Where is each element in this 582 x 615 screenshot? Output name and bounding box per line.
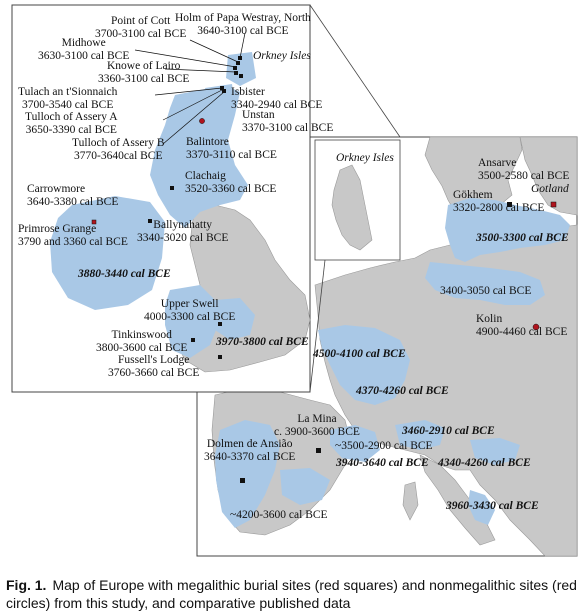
label-tulach-dates: 3700-3540 cal BCE [22,98,114,111]
label-tulloch-a-name: Tulloch of Assery A [25,111,118,123]
inset-range-wessex: 3970-3800 cal BCE [216,336,309,348]
marker-clachaig [170,186,174,190]
label-unstan-name: Unstan [242,109,275,121]
figure-caption [6,576,578,612]
marker-midhowe [233,66,237,70]
range-iberia-west: ~4200-3600 cal BCE [230,509,328,521]
label-balintore-dates: 3370-3110 cal BCE [186,148,277,161]
range-north-germany: 3400-3050 cal BCE [440,285,532,297]
label-midhowe-name: Midhowe [61,37,106,49]
main-orkney-label: Orkney Isles [336,152,394,164]
range-france-west: 4500-4100 cal BCE [313,348,406,360]
label-upper-swell-dates: 4000-3300 cal BCE [144,310,236,323]
label-tinkinswood [96,329,187,354]
marker-fussells [218,355,222,359]
label-upper-swell [144,298,235,323]
label-la-mina [274,413,360,438]
label-carrowmore-dates: 3640-3380 cal BCE [27,195,119,208]
label-tulach [18,86,117,111]
label-dolmen-ansiao-dates: 3640-3370 cal BCE [204,450,296,463]
label-gokhem-dates: 3320-2800 cal BCE [453,201,545,214]
label-fussells [108,354,199,379]
label-kolin-name: Kolin [476,313,503,325]
label-isbister-dates: 3340-2940 cal BCE [231,98,323,111]
caption-label: Fig. 1. [6,577,47,593]
label-gokhem-name: Gökhem [453,189,493,201]
main-gotland-label: Gotland [531,183,569,195]
label-la-mina-dates: c. 3900-3600 BCE [274,425,360,438]
range-corsica: 4340-4260 cal BCE [438,457,531,469]
label-ansarve [478,157,569,182]
marker-isbister [239,74,243,78]
label-tulach-name: Tulach an t'Sionnaich [18,86,118,98]
label-primrose-dates: 3790 and 3360 cal BCE [18,235,128,248]
label-isbister-name: Isbister [231,86,265,98]
label-balintore [186,136,277,161]
label-clachaig-name: Clachaig [185,170,226,182]
range-italy-south: 3960-3430 cal BCE [446,500,539,512]
label-tulloch-b-name: Tulloch of Assery B [72,137,165,149]
label-primrose [18,223,128,248]
label-knowe-dates: 3360-3100 cal BCE [98,72,190,85]
label-point-of-cott-dates: 3700-3100 cal BCE [95,27,187,40]
label-holm-name: Holm of Papa Westray, North [175,12,311,24]
label-balintore-name: Balintore [186,136,229,148]
label-ansarve-dates: 3500-2580 cal BCE [478,169,570,182]
range-pyrenees: ~3500-2900 cal BCE [335,440,433,452]
label-carrowmore-name: Carrowmore [27,183,86,195]
inset-range-ireland: 3880-3440 cal BCE [78,268,171,280]
caption-text: Map of Europe with megalithic burial sites (red squares) and nonmegalithic sites (red circles) from this study, and comparative published data [6,577,577,611]
marker-tinkinswood [191,338,195,342]
label-tulloch-a-dates: 3650-3390 cal BCE [25,123,117,136]
label-midhowe-dates: 3630-3100 cal BCE [38,49,130,62]
range-scandinavia: 3500-3300 cal BCE [476,232,569,244]
marker-holm [238,56,242,60]
label-dolmen-ansiao-name: Dolmen de Ansião [206,438,293,450]
label-ansarve-name: Ansarve [478,157,517,169]
label-isbister [231,86,322,111]
label-midhowe [38,37,129,62]
label-unstan [242,109,333,134]
label-holm [175,12,311,37]
marker-dolmen-ansiao [240,478,245,483]
range-southfrance: 3460-2910 cal BCE [402,425,495,437]
label-gokhem [453,189,544,214]
label-fussells-name: Fussell's Lodge [117,354,190,366]
label-ballynahatty [137,219,228,244]
label-tulloch-b [72,137,165,162]
inset-orkney-label: Orkney Isles [253,50,311,62]
label-holm-dates: 3640-3100 cal BCE [197,24,289,37]
range-catalonia: 3940-3640 cal BCE [336,457,429,469]
label-tinkinswood-dates: 3800-3600 cal BCE [96,341,188,354]
label-dolmen-ansiao [204,438,295,463]
marker-tulloch-a [222,89,226,93]
label-fussells-dates: 3760-3660 cal BCE [108,366,200,379]
label-kolin-dates: 4900-4460 cal BCE [476,325,568,338]
marker-la-mina [316,448,321,453]
label-carrowmore [27,183,118,208]
label-point-of-cott-name: Point of Cott [110,15,171,27]
label-tulloch-a [25,111,118,136]
marker-ansarve [551,202,556,207]
label-primrose-name: Primrose Grange [18,223,97,235]
marker-point-of-cott [236,61,240,65]
marker-balintore [199,118,204,123]
label-clachaig [185,170,276,195]
marker-knowe [234,71,238,75]
label-tulloch-b-dates: 3770-3640cal BCE [74,149,163,162]
label-upper-swell-name: Upper Swell [160,298,219,310]
label-ballynahatty-name: Ballynahatty [153,219,213,231]
label-unstan-dates: 3370-3100 cal BCE [242,121,334,134]
label-kolin [476,313,567,338]
range-france-central: 4370-4260 cal BCE [356,385,449,397]
label-knowe [98,60,189,85]
label-clachaig-dates: 3520-3360 cal BCE [185,182,277,195]
label-la-mina-name: La Mina [297,413,337,425]
label-ballynahatty-dates: 3340-3020 cal BCE [137,231,229,244]
label-tinkinswood-name: Tinkinswood [111,329,172,341]
label-knowe-name: Knowe of Lairo [106,60,181,72]
